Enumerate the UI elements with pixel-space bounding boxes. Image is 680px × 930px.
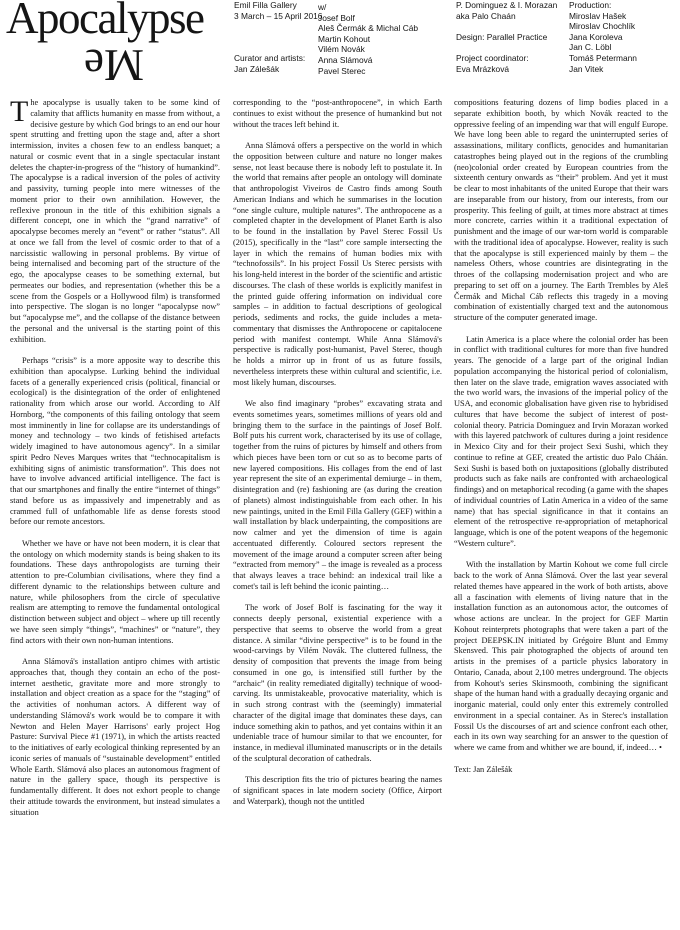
- header-line: Project coordinator:: [456, 52, 529, 63]
- paragraph: corresponding to the “post-anthropocene”, in which Earth continues to exist without the presence of humankind but not without the traces left behind it.: [233, 98, 442, 129]
- exhibition-title: [6, 0, 230, 92]
- header-line: Jana Koroleva: [569, 31, 623, 42]
- paragraph: [10, 95, 220, 345]
- header-col-credits: [456, 0, 557, 74]
- title-line-1: Apocalypse: [6, 0, 204, 43]
- header-line: [456, 21, 557, 32]
- header-line: Vilém Novák: [318, 44, 365, 55]
- header-line: w/: [318, 2, 327, 12]
- paragraph: This description fits the trio of pictures bearing the names of significant spaces in late modern society (Office, Airport and Waterpark), though not the untitled: [233, 775, 442, 806]
- header-line: Eva Mrázková: [456, 63, 510, 74]
- header-col-venue: [234, 0, 322, 74]
- header-line: [234, 32, 322, 43]
- paragraph: We also find imaginary “probes” excavating strata and events sometimes years, sometimes millions of years old and bringing them to the surface in the paintings of Josef Bolf. Bolf puts his current work, characterised by its use of collage, together from the ruins of pictures by himself and others from which pieces have been torn or cut so as to become parts of new layered compositions. His collages from the end of last year represent the site of an experimental demiurge – in them, disintegration and (re) fashioning are (as during the creation of planets) almost indistinguishable from each other. In his new paintings, united in the Emil Filla Gallery (GEF) within a wall installation by black underpainting, the compositions are now calmer and yet the dimension of time is again accentuated differently. Coloured sectors represent the movement of the image around a computer screen after being “extracted from memory” – the image is revealed as a process that always leaves a trace behind: an indexical trail like a comet's tail is left behind the iconic painting…: [233, 399, 442, 591]
- header-line: P. Dominguez & I. Morazan: [456, 0, 558, 10]
- header-line: Jan Vitek: [569, 63, 604, 74]
- paragraph: Latin America is a place where the colonial order has been in conflict with traditional cultures for more than five hundred years. The genocide of a large part of the original Indian population accompanying the historical period of colonialism, then later on the slave trade, emigration waves associated with the two world wars, the invasions of the imperial policy of the USA, and economic globalisation have given rise to hybridised cultures that have become the subject of interest of post-colonial theory. Patricia Dominguez and Irvin Morazan worked with this layered patchwork of cultures during a joint residence in Mexico City and for their project Sexi Sushi, which they continue to refine at GEF, created the artistic duo Palo Cháán. Sexi Sushi is based both on juxtapositions (globally distributed products such as fake nails are confronted with archaeological findings) and on metaphorical recoding (a game with the shapes of individual countries of Latin America in a video of the same name) that has special significance in that it contains an element of the retrospective re-appropriation of metaphorical language, which is one of the potent weapons of the hegemonic “Western culture”.: [454, 334, 668, 548]
- header-line: Production:: [569, 0, 612, 10]
- header-col-artists: [318, 2, 418, 76]
- header-line: Jan C. Löbl: [569, 42, 612, 53]
- header-line: [234, 42, 322, 53]
- header-line: [456, 42, 557, 53]
- text-credit: Text: Jan Zálešák: [454, 764, 513, 774]
- paragraph-text: he apocalypse is usually taken to be some kind of calamity that afflicts humanity en masse from without, a decisive gesture by which God brings to an end our hour spent strutting and fretting upon the stage and, after a short intermission, invites a chosen few to an endless banquet; a natural or cosmic event that in a single spectacular instant deletes the chapter-in-progress of the “history of humankind”. The apocalypse is a radical inversion of the poles of activity and passivity, turning people into mere witnesses of the moment prior to their own annihilation. However, the reflexive pronoun in the title of this exhibition signals a different concept, one in which the “grand narrative” of apocalypse becomes merely an “event” or rather “status”. All at once we fall from the level of cosmic order to that of a narcissistic wallowing in personal problems. By virtue of being internalised and becoming part of the structure of the ego, the apocalypse ceases to be something external, but permeates our bodies, and representation (whether this be a scene from the Gospels or a Hollywood film) is transformed into perspective. The slogan is no longer “apocalypse now” but “apocalypse me”, and the collapse of the distance between the personal and the universal is the starting point of this exhibition.: [10, 98, 220, 344]
- paragraph: Perhaps “crisis” is a more apposite way to describe this exhibition than apocalypse. Lurking behind the individual facets of a generally experienced crisis (political, financial or ecological) is the disintegration of the order of enlightened rationality from which arose our world. According to Alf Hornborg, “the components of this failing ontology that seem most imminently in line for collapse are its understandings of money and technology – two kinds of fetishised artefacts widely imagined to have autonomous agency”. In a similar spirit Pedro Neves Marques writes that “technocapitalism is exhibiting signs of animistic transformation”. This does not have to involve advanced artificial intelligence. The fact is that our smartphones and finally the entire “internet of things” stand before us as impassively and impenetrably and as crammed full of unfathomable life as dense forests stood before our remote ancestors.: [10, 356, 220, 527]
- text-column-1: [10, 95, 220, 818]
- header-line: Design: Parallel Practice: [456, 31, 548, 42]
- paragraph: Anna Slámová offers a perspective on the world in which the opposition between culture and nature no longer makes sense, not least because there is nobody left to postulate it. In the world that remains after people an ontology will dominate that anthropologist Viveiros de Castro finds among South American Indians and which he summarises in the locution “one single culture, multiple natures”. The anthropocene as a completed chapter in the development of Planet Earth is also to be found in the installation by Pavel Sterec Fossil Us (2015), specifically in the “last” core sample intersecting the layer in which the remains of human bodies mix with “technofossils”. In his project Fossil Us Sterec persists with his long-held interest in the border of the scientific and artistic discourses. The clash of these worlds is explicitly manifest in the printed guide offering information on individual core samples – in addition to factual descriptions of geological periods, sediments and rocks, the guide includes a meta-commentary that dismisses the Anthropocene or capitalocene period with manifest contempt. While Anna Slámová's perspective is radically post-humanist, Pavel Sterec, though he holds a mirror up in front of us as future fossils, nevertheless interprets these within cultural and scientific, i.e. most likely human, discourses.: [233, 141, 442, 387]
- header-line: Josef Bolf: [318, 12, 355, 23]
- header-line: Pavel Sterec: [318, 65, 366, 76]
- header-line: Aleš Čermák & Michal Cáb: [318, 23, 419, 34]
- drop-cap: T: [10, 95, 29, 128]
- paragraph: Anna Slámová's installation antipro chimes with artistic approaches that, though they contain an echo of the post-internet aesthetic, gravitate more and more strongly to installation and object creation as a space for the “staging” of the activities of nonhuman actors. A different way of understanding Slámová's work would be to compare it with Newton and Helen Mayer Harrisons' early project Hog Pasture: Survival Piece #1 (1971), in which the artists reacted to the initiatives of early ecological thinking represented by an iconic series of manuals of “sustainable development” entitled Whole Earth. Slámová also places an autonomous fragment of nature in the gallery space, though its perspective is fundamentally different. It does not exhort people to change their attitude towards the environment, but instead simulates a situation: [10, 657, 220, 817]
- title-line-2-inverted: Me: [84, 40, 144, 90]
- header-col-production: [569, 0, 637, 74]
- header-line: Anna Slámová: [318, 54, 373, 65]
- header-line: Curator and artists:: [234, 52, 306, 63]
- header-line: Miroslav Hašek: [569, 10, 627, 21]
- header-line: Jan Zálešák: [234, 63, 280, 74]
- header-line: aka Palo Chaán: [456, 10, 516, 21]
- paragraph: The work of Josef Bolf is fascinating for the way it connects deeply personal, existential experience with a perspective that seems to observe the world from a great distance. A similar “divine perspective” is to be found in the wood-carvings by Vilém Novák. The cluttered fullness, the density of composition that prevents the image from being consumed in one go, is intensified still further by the “archaic” (in reality remediated digitally) technique of wood-carving. Its unmistakeable, provocative materiality, which is in such strong contrast with the (seemingly) immaterial character of the digital image that dominates these days, can induce something akin to pathos, and yet contains within it an undeniable trace of humour similar to that we encounter, for instance, in medieval illuminated manuscripts or in the details of the sculptural decoration of cathedrals.: [233, 603, 442, 763]
- header-line: [234, 21, 322, 32]
- text-column-2: [233, 98, 442, 808]
- header-line: Tomáš Petermann: [569, 52, 637, 63]
- header-line: Miroslav Chochlík: [569, 21, 636, 32]
- header-line: Emil Filla Gallery: [234, 0, 297, 10]
- header-line: Martin Kohout: [318, 33, 371, 44]
- paragraph: Whether we have or have not been modern, it is clear that the ontology on which modernity stands is being shaken to its foundations. These days anthropologists are turning their attention to pre-Columbian civilisations, where they find a different dynamic to the relationships between culture and nature, while philosophers from the circle of speculative realism are attempting to remove the fundamental ontological distinction between subject and object – where up till recently we have seen simply “things”, “machines” or “nature”, they find actors with their own non-human intentions.: [10, 538, 220, 645]
- header-line: 3 March – 15 April 2016: [234, 10, 323, 21]
- paragraph: compositions featuring dozens of limp bodies placed in a separate exhibition booth, by which Novák reacted to the oppressive feeling of an impending war that will engulf Europe. We have long been able to regard the uninterrupted series of assassinations, military conflicts, genocides and humanitarian catastrophes being played out in the regions of the crumbling (neo)colonial order created by European countries from the sixteenth century onwards as “their” problem. And yet it must be clear to most inhabitants of the united Europe that their wars are inseparable from our history, from our interests, from our prosperity. This feeling of guilt, at times more abstract at times more concrete, carries within it a traditional expectation of punishment and the image of our war-torn world is comparable with the traditional idea of apocalypse. However, reality is such that the apocalypse is still experienced mainly by them – the nameless Others, whose countries are disintegrating in the throes of the collapsing modernisation project and who are preparing to set off on a journey. The Earth Trembles by Aleš Čermák and Michal Cáb reflects this tragedy in a moving combination of existentially charged text and the autonomous structure of the computer generated image.: [454, 98, 668, 322]
- paragraph: With the installation by Martin Kohout we come full circle back to the work of Anna Slámová. Over the last year several related themes have appeared in the work of both artists, above all a fascination with elements of living nature that in the installation function as an autonomous actor, the outcomes of whose actions are unclear. In the project for GEF Martin Kohout reinterprets photographs that were taken a part of the project DEEPSK.IN initiated by Grégoire Blunt and Emmy Skensved. This pair photographed the objects of around ten artists in the premises of a particle physics laboratory in Ontario, Canada, about 2,100 metres underground. The objects from Kohout's series Skinsmooth, combining the significant shape of the human hand with a gradually decaying organic and inorganic material, could only enter this extremely controlled environment in a special container. As in Sterec's installation Fossil Us the discourses of art and science confront each other, each in its own way searching for an answer to the question of where we came from and whither we are bound, if, indeed… •: [454, 560, 668, 752]
- text-column-3: [454, 98, 668, 775]
